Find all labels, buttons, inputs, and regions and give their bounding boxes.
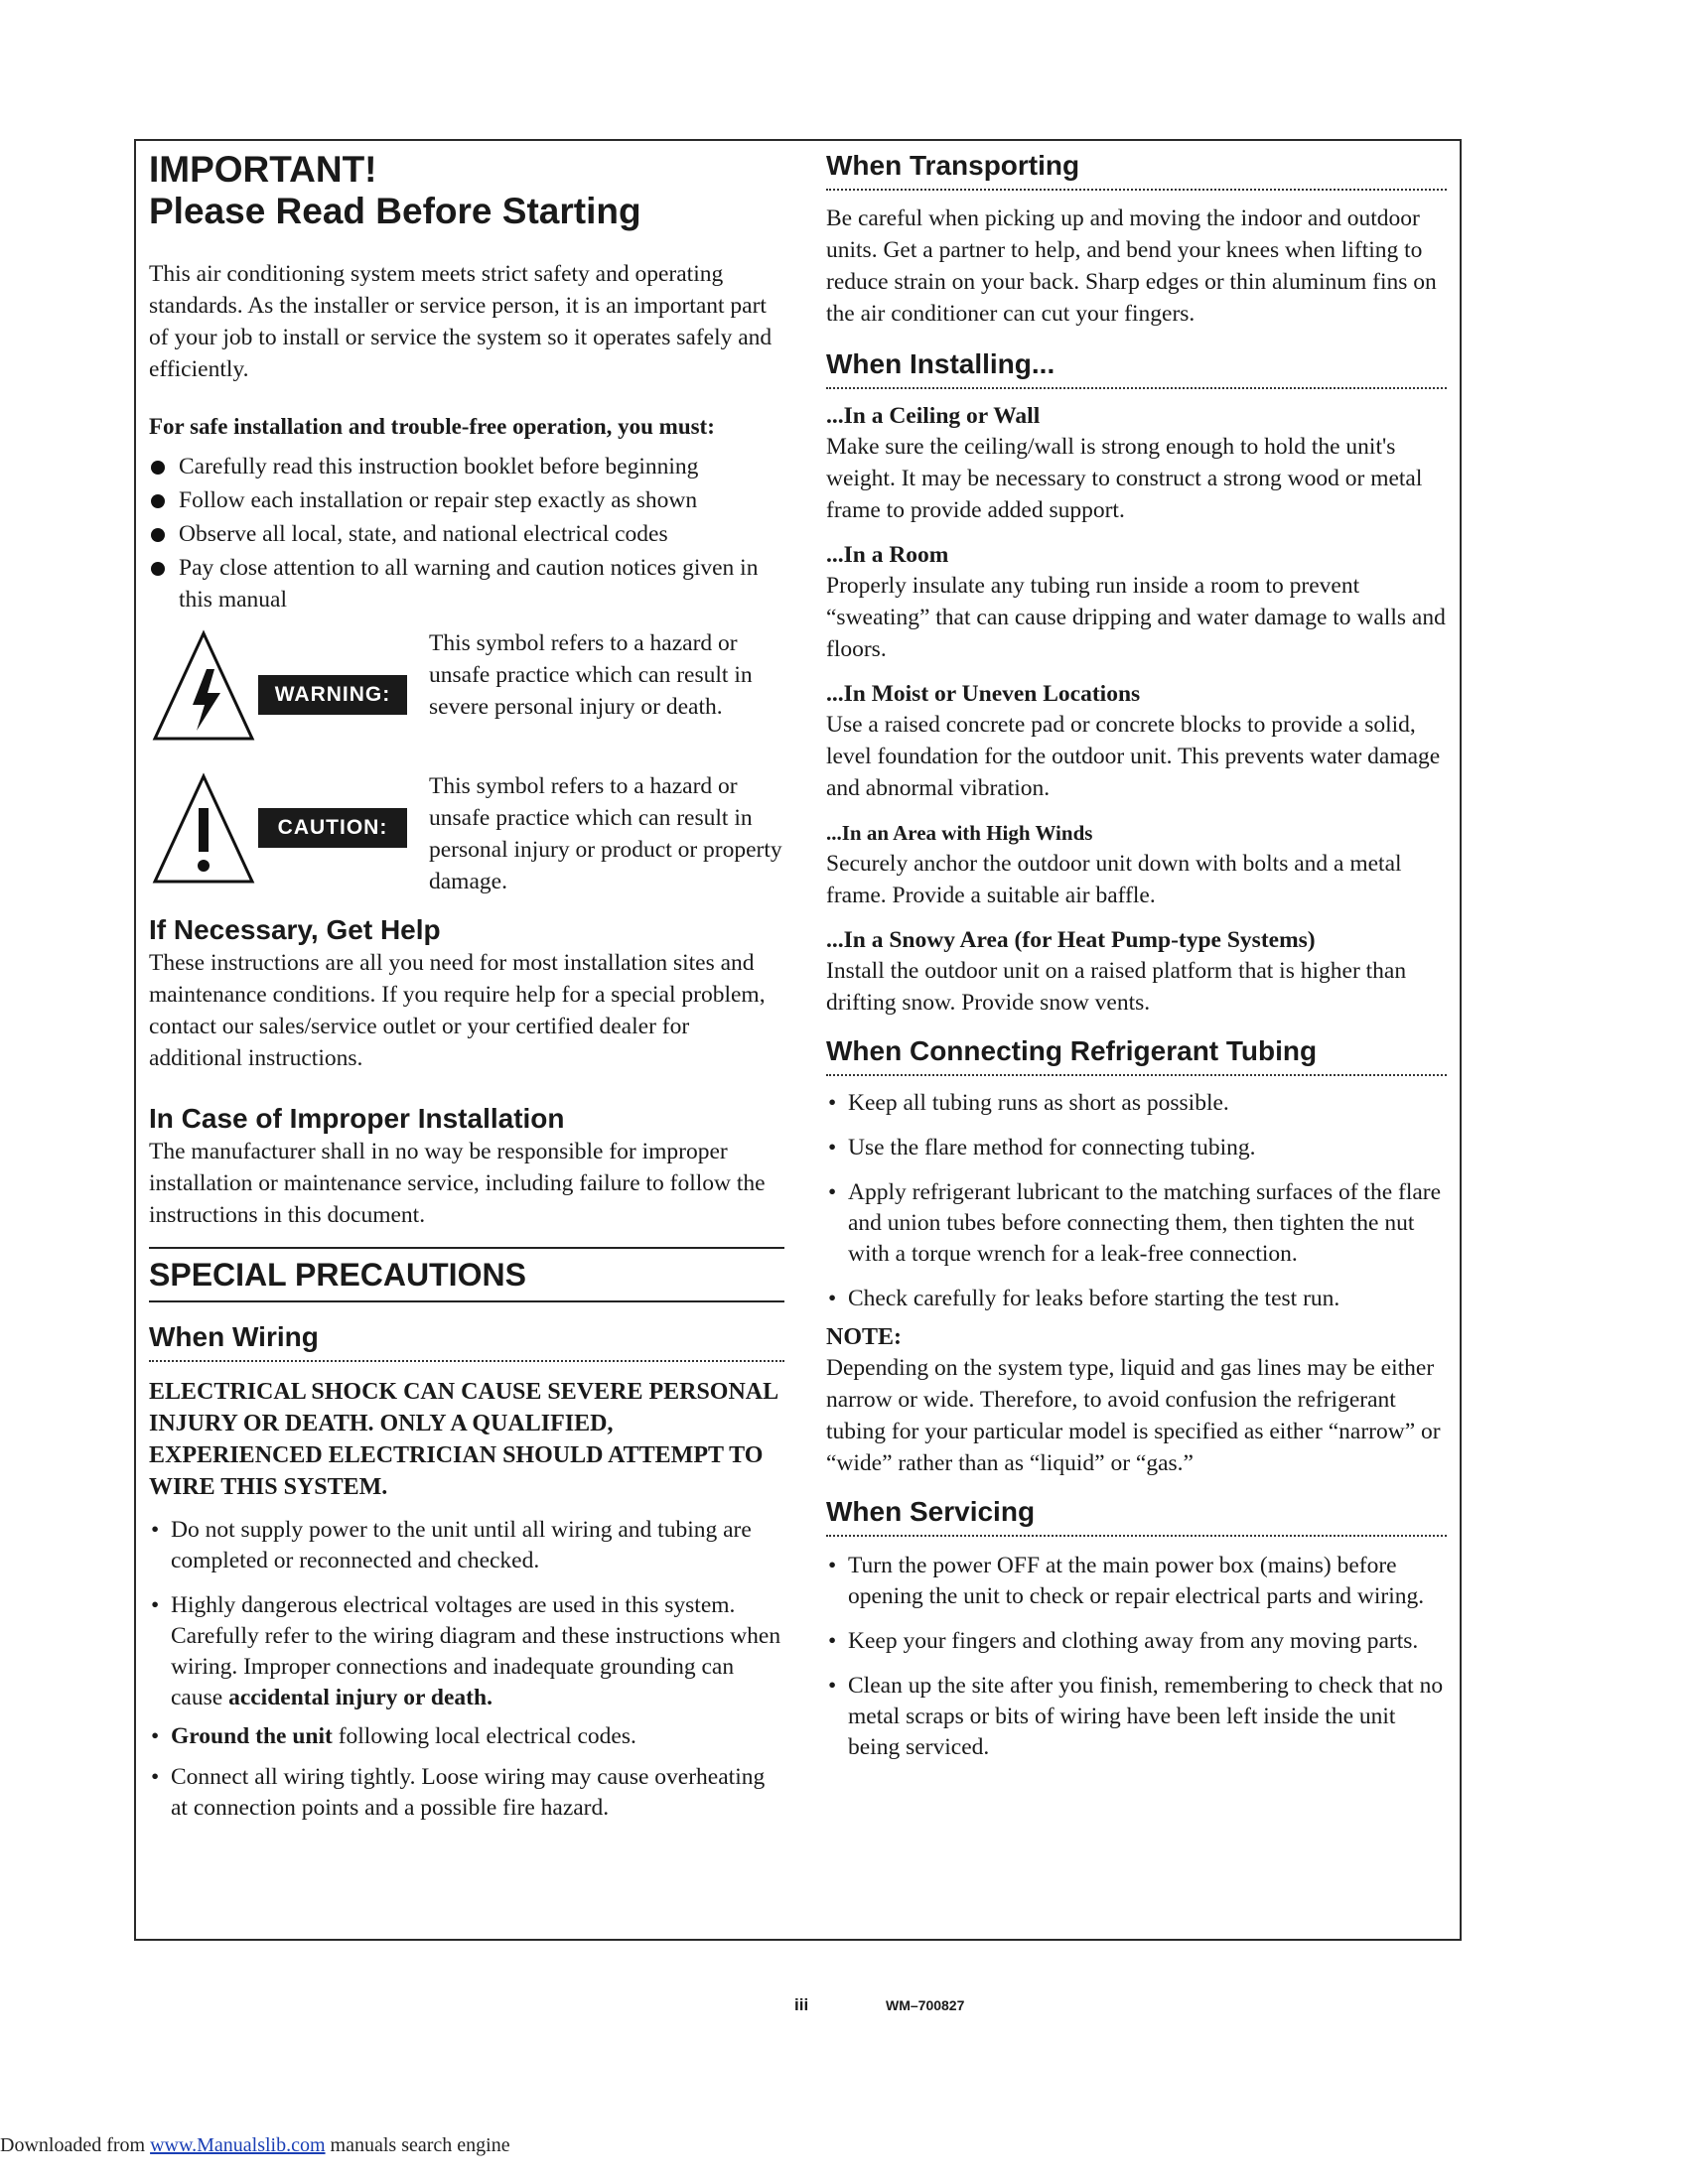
special-precautions-heading: SPECIAL PRECAUTIONS xyxy=(149,1249,784,1302)
servicing-list xyxy=(826,1551,1447,1763)
moist-subheading: ...In Moist or Uneven Locations xyxy=(826,681,1141,707)
list-item: Carefully read this instruction booklet before beginning xyxy=(149,451,784,482)
download-suffix: manuals search engine xyxy=(325,2134,510,2156)
high-winds-subheading: ...In an Area with High Winds xyxy=(826,821,1093,845)
list-item: • Highly dangerous electrical voltages are used in this system. Carefully refer to the wiring diagram and these instructions when wiring. Improper connections and inadequate grounding can cause accidental injury or death. xyxy=(151,1592,781,1710)
list-item: • Keep all tubing runs as short as possible. xyxy=(828,1090,1229,1116)
transporting-text: Be careful when picking up and moving the indoor and outdoor units. Get a partner to help, and bend your knees when lifting to reduce strain on your back. Sharp edges or thin aluminum fins on the air conditioner can cut your fingers. xyxy=(826,205,1437,327)
read-before-title: Please Read Before Starting xyxy=(149,191,641,231)
ceiling-wall-subheading: ...In a Ceiling or Wall xyxy=(826,403,1041,429)
note-text: Depending on the system type, liquid and gas lines may be either narrow or wide. Therefore, to avoid confusion the refrigerant tubing for your particular model is specified as either “narrow” or “wide” rather than as “liquid” or “gas.” xyxy=(826,1355,1441,1476)
page-number: iii xyxy=(794,1995,809,2014)
list-item: • Connect all wiring tightly. Loose wiring may cause overheating at connection points and a possible fire hazard. xyxy=(151,1764,766,1821)
right-column xyxy=(826,149,1447,1763)
bullet-icon xyxy=(151,461,165,475)
snowy-subheading: ...In a Snowy Area (for Heat Pump-type Systems) xyxy=(826,927,1316,953)
improper-install-text: The manufacturer shall in no way be responsible for improper installation or maintenance service, including failure to follow the instructions in this document. xyxy=(149,1139,766,1228)
bullet-icon xyxy=(151,494,165,508)
list-item: Follow each installation or repair step exactly as shown xyxy=(149,484,784,516)
get-help-heading: If Necessary, Get Help xyxy=(149,914,441,945)
list-item: • Ground the unit following local electrical codes. xyxy=(151,1723,636,1749)
improper-install-heading: In Case of Improper Installation xyxy=(149,1103,565,1134)
high-winds-text: Securely anchor the outdoor unit down with bolts and a metal frame. Provide a suitable air baffle. xyxy=(826,851,1402,908)
intro-paragraph: This air conditioning system meets strict safety and operating standards. As the installer or service person, it is an important part of your job to install or service the system so it operates safely and efficiently. xyxy=(149,261,773,382)
when-installing-heading: When Installing... xyxy=(826,347,1447,389)
caution-label: CAUTION: xyxy=(258,808,407,848)
list-item: • Keep your fingers and clothing away from any moving parts. xyxy=(828,1628,1419,1654)
lightning-triangle-icon xyxy=(149,627,258,747)
warning-text: This symbol refers to a hazard or unsafe practice which can result in severe personal injury or death. xyxy=(429,630,753,720)
get-help-text: These instructions are all you need for most installation sites and maintenance conditions. If you require help for a special problem, contact our sales/service outlet or your certified dealer for additional instructions. xyxy=(149,950,766,1071)
tubing-list xyxy=(826,1088,1447,1314)
list-item: Pay close attention to all warning and caution notices given in this manual xyxy=(149,552,784,615)
list-item: • Check carefully for leaks before starting the test run. xyxy=(828,1286,1340,1311)
bullet-icon xyxy=(151,562,165,576)
note-label: NOTE: xyxy=(826,1324,903,1350)
must-list xyxy=(149,451,784,615)
electrical-shock-warning: ELECTRICAL SHOCK CAN CAUSE SEVERE PERSONAL INJURY OR DEATH. ONLY A QUALIFIED, EXPERIENCED ELECTRICIAN SHOULD ATTEMPT TO WIRE THIS SYSTEM. xyxy=(149,1379,777,1500)
manualslib-link[interactable]: www.Manualslib.com xyxy=(150,2134,326,2156)
room-text: Properly insulate any tubing run inside a room to prevent “sweating” that can cause dripping and water damage to walls and floors. xyxy=(826,573,1446,662)
list-item: • Use the flare method for connecting tubing. xyxy=(828,1135,1256,1160)
exclamation-triangle-icon xyxy=(149,770,258,889)
room-subheading: ...In a Room xyxy=(826,542,949,568)
download-prefix: Downloaded from xyxy=(0,2134,151,2156)
list-item: Observe all local, state, and national electrical codes xyxy=(149,518,784,550)
left-column xyxy=(149,149,784,1824)
ceiling-wall-text: Make sure the ceiling/wall is strong enough to hold the unit's weight. It may be necessary to construct a strong wood or metal frame to provide added support. xyxy=(826,434,1423,523)
when-transporting-heading: When Transporting xyxy=(826,149,1447,191)
list-item: • Do not supply power to the unit until all wiring and tubing are completed or reconnected and checked. xyxy=(151,1517,752,1573)
must-lead: For safe installation and trouble-free operation, you must: xyxy=(149,414,715,439)
caution-text: This symbol refers to a hazard or unsafe practice which can result in personal injury or product or property damage. xyxy=(429,773,782,894)
when-servicing-heading: When Servicing xyxy=(826,1495,1447,1537)
document-code: WM–700827 xyxy=(886,1997,965,2013)
list-item: • Turn the power OFF at the main power box (mains) before opening the unit to check or repair electrical parts and wiring. xyxy=(828,1553,1425,1609)
important-title: IMPORTANT! xyxy=(149,149,377,190)
moist-text: Use a raised concrete pad or concrete blocks to provide a solid, level foundation for the outdoor unit. This prevents water damage and abnormal vibration. xyxy=(826,712,1441,801)
warning-label: WARNING: xyxy=(258,675,407,715)
wiring-list xyxy=(149,1515,784,1824)
refrigerant-tubing-heading: When Connecting Refrigerant Tubing xyxy=(826,1034,1447,1076)
warning-symbol-row xyxy=(149,627,784,762)
list-item: • Apply refrigerant lubricant to the matching surfaces of the flare and union tubes before connecting them, then tighten the nut with a torque wrench for a leak-free connection. xyxy=(828,1179,1442,1267)
list-item: • Clean up the site after you finish, remembering to check that no metal scraps or bits of wiring have been left inside the unit being serviced. xyxy=(828,1673,1444,1760)
bullet-icon xyxy=(151,528,165,542)
snowy-text: Install the outdoor unit on a raised platform that is higher than drifting snow. Provide snow vents. xyxy=(826,958,1407,1016)
download-footer xyxy=(0,2134,510,2157)
caution-symbol-row xyxy=(149,770,784,905)
when-wiring-heading: When Wiring xyxy=(149,1320,784,1362)
